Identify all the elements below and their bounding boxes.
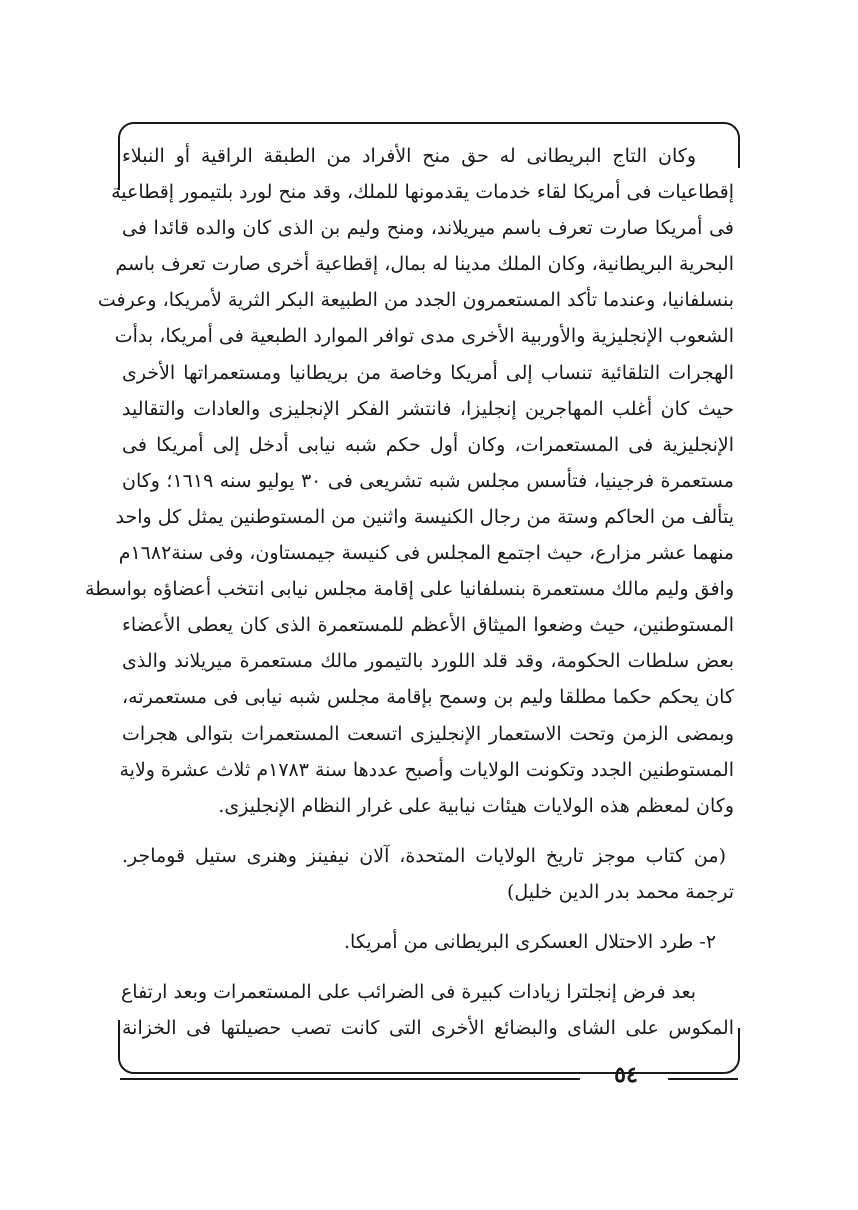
frame-gap-right [733,168,747,1028]
text-line: حيث كان أغلب المهاجرين إنجليزا، فانتشر الفكر الإنجليزى والعادات والتقاليد [122,397,734,420]
paragraph-spacer [122,960,734,974]
text-line: إقطاعيات فى أمريكا لقاء خدمات يقدمونها للملك، وقد منح لورد بلتيمور إقطاعية [111,181,734,204]
paragraph-colonial-history [84,138,734,824]
footer-rule-right [668,1078,738,1080]
paragraph-taxes [122,974,734,1046]
page-body-text [84,138,734,1046]
text-line: فى أمريكا صارت تعرف باسم ميريلاند، ومنح وليم بن الذى كان والده قائدا فى [122,217,734,240]
text-line: الإنجليزية فى المستعمرات، وكان أول حكم شبه نيابى أدخل إلى أمريكا فى [122,433,734,456]
citation [122,838,734,910]
text-line: منهما عشر مزارع، حيث اجتمع المجلس فى كنيسة جيمستاون، وفى سنة١٦٨٢م [118,542,734,565]
text-line: وكان التاج البريطانى له حق منح الأفراد من الطبقة الراقية أو النبلاء [122,145,696,167]
text-line: البحرية البريطانية، وكان الملك مدينا له بمال، إقطاعية أخرى صارت تعرف باسم [115,253,734,276]
section-heading [122,924,734,960]
text-line: يتألف من الحاكم وستة من رجال الكنيسة واثنين من المستوطنين يمثل كل واحد [115,505,734,528]
text-line: وبمضى الزمن وتحت الاستعمار الإنجليزى اتسعت المستعمرات بتوالى هجرات [122,722,734,745]
text-line: المكوس على الشاى والبضائع الأخرى التى كانت تصب حصيلتها فى الخزانة [122,1017,734,1040]
text-line: وافق وليم مالك مستعمرة بنسلفانيا على إقامة مجلس نيابى انتخب أعضاؤه بواسطة [84,578,734,601]
footer-rule-left [120,1078,580,1080]
section-heading-text: ٢- طرد الاحتلال العسكرى البريطانى من أمريكا. [344,930,716,953]
page-number: ٥٤ [614,1062,638,1088]
citation-line: ترجمة محمد بدر الدين خليل) [506,880,734,903]
text-line: المستوطنين، حيث وضعوا الميثاق الأعظم للمستعمرة الذى كان يعطى الأعضاء [122,614,734,637]
text-line: وكان لمعظم هذه الولايات هيئات نيابية على غرار النظام الإنجليزى. [218,794,734,817]
text-line: الشعوب الإنجليزية والأوربية الأخرى مدى توافر الموارد الطبعية فى أمريكا، بدأت [114,325,734,348]
citation-line: (من كتاب موجز تاريخ الولايات المتحدة، آلان نيفينز وهنرى ستيل قوماجر. [122,844,726,867]
text-line: المستوطنين الجدد وتكونت الولايات وأصبح عددها سنة ١٧٨٣م ثلاث عشرة ولاية [119,758,734,781]
text-line: كان يحكم حكما مطلقا وليم بن وسمح بإقامة مجلس شبه نيابى فى مستعمرته، [122,686,734,709]
text-line: بعد فرض إنجلترا زيادات كبيرة فى الضرائب على المستعمرات وبعد ارتفاع [120,981,696,1004]
text-line: بعض سلطات الحكومة، وقد قلد اللورد بالتيمور مالك مستعمرة ميريلاند والذى [122,650,734,673]
text-line: مستعمرة فرجينيا، فتأسس مجلس شبه تشريعى فى ٣٠ يوليو سنه ١٦١٩؛ وكان [122,469,734,492]
text-line: الهجرات التلقائية تنساب إلى أمريكا وخاصة من بريطانيا ومستعمراتها الأخرى [122,361,734,384]
text-line: بنسلفانيا، وعندما تأكد المستعمرون الجدد من الطبيعة البكر الثرية لأمريكا، وعرفت [97,289,734,312]
paragraph-spacer [122,910,734,924]
paragraph-spacer [122,824,734,838]
